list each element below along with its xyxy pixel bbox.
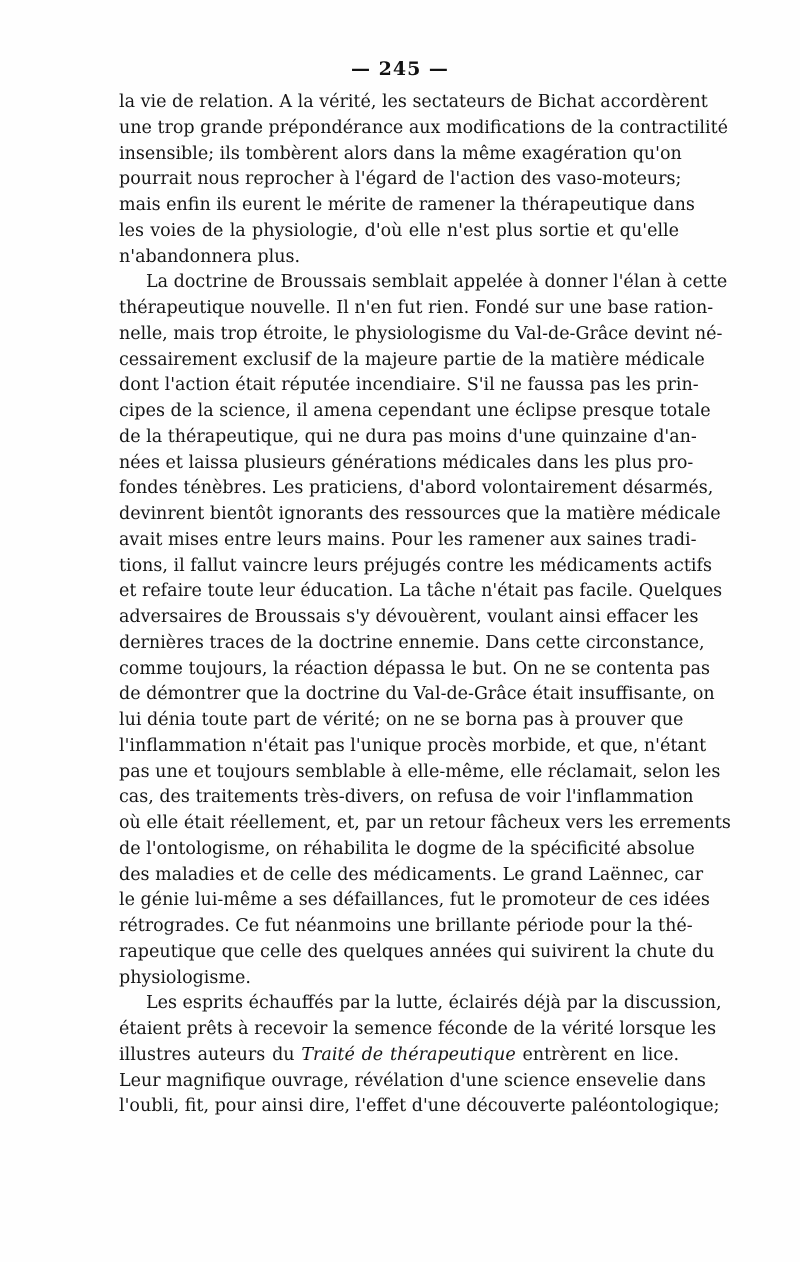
text-line: nelle, mais trop étroite, le physiologisme du Val-de-Grâce devint né- (119, 323, 723, 344)
text-line: la vie de relation. A la vérité, les sectateurs de Bichat accordèrent (119, 92, 708, 112)
text-line-with-title (119, 1043, 679, 1069)
text-line: rétrogrades. Ce fut néanmoins une brillante période pour la thé- (119, 916, 693, 936)
text-line: dernières traces de la doctrine ennemie. Dans cette circonstance, (119, 632, 705, 653)
body-text (119, 90, 731, 1120)
text-line: l'oubli, fit, pour ainsi dire, l'effet d'une découverte paléontologique; (119, 1096, 720, 1117)
text-line: n'abandonnera plus. (119, 246, 301, 267)
text-line: physiologisme. (119, 967, 251, 988)
text-line: avait mises entre leurs mains. Pour les ramener aux saines tradi- (119, 529, 697, 550)
text-line: les voies de la physiologie, d'où elle n'est plus sortie et qu'elle (119, 220, 679, 241)
text-line: rapeutique que celle des quelques années qui suivirent la chute du (119, 941, 715, 962)
text-line: pas une et toujours semblable à elle-même, elle réclamait, selon les (119, 761, 721, 782)
text-line: tions, il fallut vaincre leurs préjugés contre les médicaments actifs (119, 555, 712, 576)
text-line: Leur magnifique ouvrage, révélation d'une science ensevelie dans (119, 1070, 706, 1091)
text-line: nées et laissa plusieurs générations médicales dans les plus pro- (119, 452, 694, 473)
text-line: cipes de la science, il amena cependant une éclipse presque totale (119, 401, 711, 421)
text-line: pourrait nous reprocher à l'égard de l'action des vaso-moteurs; (119, 169, 682, 190)
text-line: de démontrer que la doctrine du Val-de-Grâce était insuffisante, on (119, 684, 715, 705)
text-line: mais enfin ils eurent le mérite de ramener la thérapeutique dans (119, 195, 695, 215)
text-line: adversaires de Broussais s'y dévouèrent, voulant ainsi effacer les (119, 607, 699, 627)
text-line: La doctrine de Broussais semblait appelée à donner l'élan à cette (146, 272, 728, 293)
text-segment: entrèrent en lice. (515, 1044, 680, 1065)
text-line: devinrent bientôt ignorants des ressources que la matière médicale (119, 504, 721, 524)
page-number: — 245 — (351, 58, 449, 80)
text-line: une trop grande prépondérance aux modifications de la contractilité (119, 117, 728, 138)
book-title: Traité de thérapeutique (301, 1044, 516, 1065)
text-line: de la thérapeutique, qui ne dura pas moins d'une quinzaine d'an- (119, 426, 697, 447)
text-line: où elle était réellement, et, par un retour fâcheux vers les errements (119, 813, 731, 833)
text-line: lui dénia toute part de vérité; on ne se borna pas à prouver que (119, 710, 684, 730)
text-line: et refaire toute leur éducation. La tâche n'était pas facile. Quelques (119, 581, 723, 602)
text-line: des maladies et de celle des médicaments. Le grand Laënnec, car (119, 864, 704, 885)
text-line: fondes ténèbres. Les praticiens, d'abord volontairement désarmés, (119, 478, 714, 499)
text-line: cas, des traitements très-divers, on refusa de voir l'inflammation (119, 787, 694, 808)
text-line: insensible; ils tombèrent alors dans la même exagération qu'on (119, 143, 682, 164)
paragraph-2 (119, 270, 731, 991)
text-segment: illustres auteurs du (119, 1044, 302, 1065)
paragraph-3 (119, 991, 722, 1120)
text-line: de l'ontologisme, on réhabilita le dogme de la spécificité absolue (119, 838, 695, 859)
text-line: dont l'action était réputée incendiaire. S'il ne faussa pas les prin- (119, 375, 699, 396)
text-line: comme toujours, la réaction dépassa le but. On ne se contenta pas (119, 658, 711, 679)
text-line: thérapeutique nouvelle. Il n'en fut rien. Fondé sur une base ration- (119, 298, 714, 318)
paragraph-1 (119, 90, 728, 270)
text-line: cessairement exclusif de la majeure partie de la matière médicale (119, 349, 705, 370)
text-line: l'inflammation n'était pas l'unique procès morbide, et que, n'étant (119, 735, 707, 756)
text-line: étaient prêts à recevoir la semence féconde de la vérité lorsque les (119, 1019, 717, 1039)
text-line: Les esprits échauffés par la lutte, éclairés déjà par la discussion, (146, 993, 722, 1014)
text-line: le génie lui-même a ses défaillances, fut le promoteur de ces idées (119, 890, 710, 911)
